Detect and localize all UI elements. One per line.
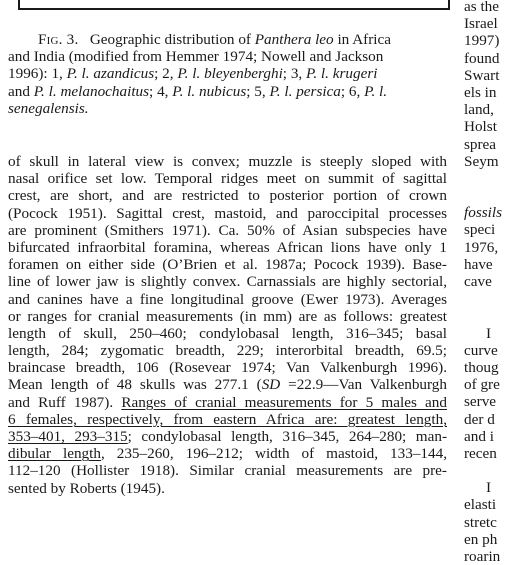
body-line: braincase breadth, 106 (Rosevear 1974; Van Valkenburgh 1996). [8,359,447,377]
right-column-line [464,290,524,307]
body-line-highlighted-end: dibular length, 235–260, 196–212; width of mastoid, 133–144, [8,445,447,463]
body-line-mean: Mean length of 48 skulls was 277.1 (SD =22.9—Van Valkenburgh [8,376,447,394]
right-column-line: der d [464,410,495,428]
caption-line-3: 1996): 1, P. l. azandicus; 2, P. l. bleyenberghi; 3, P. l. krugeri [8,65,378,83]
figure-caption [8,31,447,117]
body-line: foramen on either side (O’Brien et al. 1987a; Pocock 1939). Base- [8,256,447,274]
body-line: (Pocock 1951). Sagittal crest, mastoid, and paroccipital processes [8,204,447,222]
right-column-line [464,307,524,324]
body-line: length, 284; zygomatic breadth, 229; interorbital breadth, 69.5; [8,342,447,360]
right-column-line [464,462,524,479]
right-column-line: recen [464,444,497,462]
right-column-line: have [464,255,493,273]
right-column-line: speci [464,221,496,239]
right-column-line: found [464,49,500,67]
right-column-line: land, [464,101,494,119]
right-column-line: Swart [464,66,500,84]
right-column-line: serve [464,393,497,411]
body-line: and canines have a fine longitudinal groove (Ewer 1973). Averages [8,290,447,308]
figure-label: Fig. 3. [38,31,79,48]
right-column-line: as the [464,0,500,15]
right-column-line [464,187,524,204]
body-line: length of skull, 250–460; condylobasal length, 316–345; basal [8,324,447,342]
underlined-text: Ranges of cranial measurements for 5 males and [121,393,447,411]
body-line-last: sented by Roberts (1945). [8,479,165,497]
body-line: line of lower jaw is slightly convex. Carnassials are highly sectorial, [8,273,447,291]
body-line: or ranges for cranial measurements (in mm) are as follows: greatest [8,307,447,325]
right-column-line: I [486,324,492,342]
underlined-text: 353–401, 293–315 [8,428,128,445]
right-column-line: Seym [464,152,499,170]
right-column-fragment [464,0,524,565]
underlined-text: dibular length [8,445,101,463]
body-line-highlighted-start: and Ruff 1987). Ranges of cranial measurements for 5 males and [8,393,447,411]
right-column-line: and i [464,427,494,445]
right-column-line: of gre [464,376,500,394]
caption-line-2: and India (modified from Hemmer 1974; Nowell and Jackson [8,48,384,66]
figure-map-frame [18,0,450,10]
body-line: of skull in lateral view is convex; muzzle is steeply sloped with [8,153,447,170]
body-line: are prominent (Smithers 1971). Ca. 50% of Asian subspecies have [8,221,447,239]
body-line: 112–120 (Hollister 1918). Similar cranial measurements are pre- [8,462,447,480]
body-line-highlighted: 353–401, 293–315; condylobasal length, 316–345, 264–280; man- [8,428,447,445]
body-line: nasal orifice set low. Temporal ridges meet on summit of sagittal [8,170,447,188]
right-column-line: roarin [464,548,501,565]
right-column-line: stretc [464,513,497,531]
map-outline [20,0,448,8]
right-column-line: 1976, [464,238,499,256]
right-column-line: I [486,479,492,497]
right-column-line: cave [464,273,492,290]
right-column-line: en ph [464,530,498,548]
right-column-line: sprea [464,135,497,153]
right-column-line: elasti [464,496,497,514]
body-line: bifurcated infraorbital foramina, whereas African lions have only 1 [8,238,447,256]
body-paragraph [8,153,447,497]
right-column-line: thoug [464,358,499,376]
right-column-line: Holst [464,118,497,136]
right-column-line: curve [464,341,498,359]
right-column-line: Israel [464,15,498,33]
underlined-text: 6 females, respectively, from eastern Africa are: greatest length, [8,410,447,428]
caption-line-5: senegalensis. [8,99,89,117]
right-column-line: fossils [464,204,502,222]
right-column-line: els in [464,83,497,101]
caption-line-1: Fig. 3. Geographic distribution of Panthera leo in Africa [38,31,391,48]
body-line: crest, are short, and are restricted to posterior portion of crown [8,187,447,205]
caption-line-4: and P. l. melanochaitus; 4, P. l. nubicus; 5, P. l. persica; 6, P. l. [8,82,388,100]
right-column-line [464,170,524,187]
right-column-line: 1997) [464,32,500,50]
body-line-highlighted [8,411,447,428]
